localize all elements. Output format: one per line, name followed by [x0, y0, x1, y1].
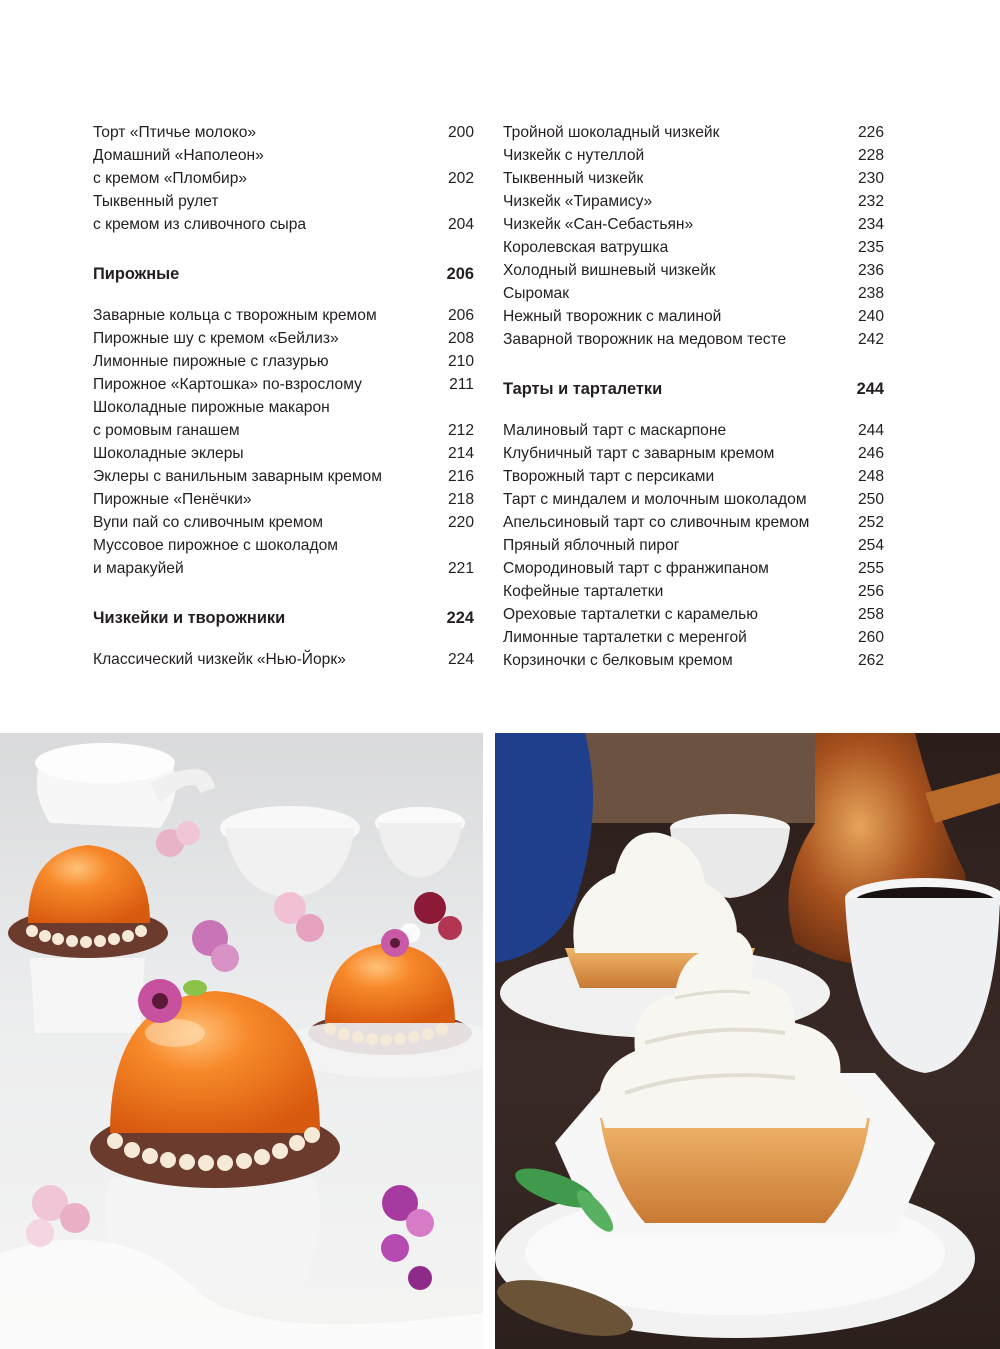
- toc-entry-page: 252: [857, 514, 884, 531]
- toc-entry-title: Тройной шоколадный чизкейк: [503, 124, 720, 141]
- toc-entry[interactable]: [93, 396, 474, 419]
- toc-entry-title: Эклеры с ванильным заварным кремом: [93, 468, 382, 485]
- toc-entry-page: 234: [857, 216, 884, 233]
- toc-entry[interactable]: [503, 305, 884, 328]
- toc-entry-page: 235: [857, 239, 884, 256]
- toc-entry-page: 244: [857, 422, 884, 439]
- toc-entry-page: 260: [857, 629, 884, 646]
- toc-entry[interactable]: [503, 557, 884, 580]
- toc-entry[interactable]: [503, 213, 884, 236]
- toc-entry-page: 226: [857, 124, 884, 141]
- toc-entry[interactable]: [503, 649, 884, 672]
- toc-entry-title: Корзиночки с белковым кремом: [503, 652, 733, 669]
- toc-entry[interactable]: [503, 580, 884, 603]
- toc-entry[interactable]: [503, 603, 884, 626]
- toc-entry[interactable]: [93, 190, 474, 213]
- toc-entry-title: Пирожные шу с кремом «Бейлиз»: [93, 330, 339, 347]
- toc-entry[interactable]: [503, 419, 884, 442]
- toc-entry-title: Пирожные «Пенёчки»: [93, 491, 252, 508]
- toc-entry-page: 242: [857, 331, 884, 348]
- toc-entry[interactable]: [93, 557, 474, 580]
- toc-entry-page: 258: [857, 606, 884, 623]
- toc-entry[interactable]: [503, 167, 884, 190]
- section-title: Чизкейки и творожники: [93, 609, 286, 627]
- section-page: 206: [446, 265, 474, 283]
- toc-entry[interactable]: [93, 419, 474, 442]
- toc-entry[interactable]: [503, 465, 884, 488]
- toc-entry-page: 240: [857, 308, 884, 325]
- toc-entry[interactable]: [93, 304, 474, 327]
- section-page: 244: [856, 380, 884, 398]
- toc-entry[interactable]: [503, 488, 884, 511]
- toc-entry-title: Чизкейк «Тирамису»: [503, 193, 653, 210]
- toc-entry[interactable]: [503, 442, 884, 465]
- section-title: Пирожные: [93, 265, 180, 283]
- toc-entry-title: Торт «Птичье молоко»: [93, 124, 257, 141]
- toc-entry-title: Смородиновый тарт с франжипаном: [503, 560, 769, 577]
- toc-entry-title: с кремом «Пломбир»: [93, 170, 248, 187]
- toc-entry-page: 202: [447, 170, 474, 187]
- toc-entry-title: Вупи пай со сливочным кремом: [93, 514, 323, 531]
- toc-entry-page: 200: [447, 124, 474, 141]
- toc-pastries-list: [93, 304, 474, 580]
- toc-entry[interactable]: [93, 465, 474, 488]
- section-heading-pastries[interactable]: [93, 263, 474, 286]
- toc-entry[interactable]: [93, 144, 474, 167]
- toc-entry-page: 230: [857, 170, 884, 187]
- toc-entry-title: Холодный вишневый чизкейк: [503, 262, 716, 279]
- toc-entry-page: 214: [447, 445, 474, 462]
- toc-top-list: [93, 121, 474, 236]
- toc-entry[interactable]: [503, 236, 884, 259]
- toc-entry[interactable]: [93, 373, 474, 396]
- toc-entry[interactable]: [503, 328, 884, 351]
- toc-entry-page: 236: [857, 262, 884, 279]
- toc-entry[interactable]: [503, 190, 884, 213]
- section-page: 224: [446, 609, 474, 627]
- toc-entry-title: Классический чизкейк «Нью-Йорк»: [93, 651, 346, 668]
- mousse-cakes-illustration: [0, 733, 483, 1349]
- toc-entry-page: 220: [447, 514, 474, 531]
- toc-entry-page: 255: [857, 560, 884, 577]
- toc-entry-page: 246: [857, 445, 884, 462]
- meringue-tartlets-illustration: [495, 733, 1000, 1349]
- toc-top-list: [503, 121, 884, 351]
- toc-entry[interactable]: [93, 121, 474, 144]
- toc-entry-page: 238: [857, 285, 884, 302]
- toc-entry-page: 204: [447, 216, 474, 233]
- toc-entry-page: 210: [447, 353, 474, 370]
- toc-entry-page: 256: [857, 583, 884, 600]
- photo-meringue-tartlets: [495, 733, 1000, 1349]
- toc-entry-page: 212: [447, 422, 474, 439]
- toc-entry[interactable]: [503, 121, 884, 144]
- toc-entry-title: Заварной творожник на медовом тесте: [503, 331, 787, 348]
- toc-entry[interactable]: [93, 442, 474, 465]
- toc-entry-title: Королевская ватрушка: [503, 239, 669, 256]
- toc-entry-page: 262: [857, 652, 884, 669]
- toc-entry[interactable]: [503, 511, 884, 534]
- toc-entry[interactable]: [93, 511, 474, 534]
- toc-entry-title: Шоколадные эклеры: [93, 445, 244, 462]
- toc-right-column: [503, 121, 884, 672]
- toc-entry-title: Ореховые тарталетки с карамелью: [503, 606, 758, 623]
- toc-entry-page: 250: [857, 491, 884, 508]
- toc-tarts-list: [503, 419, 884, 672]
- toc-entry-title: и маракуйей: [93, 560, 184, 577]
- toc-entry[interactable]: [93, 327, 474, 350]
- toc-entry-title: Пряный яблочный пирог: [503, 537, 680, 554]
- toc-entry[interactable]: [503, 144, 884, 167]
- toc-entry-title: с ромовым ганашем: [93, 422, 240, 439]
- toc-entry-title: Заварные кольца с творожным кремом: [93, 307, 377, 324]
- toc-entry-title: Клубничный тарт с заварным кремом: [503, 445, 775, 462]
- toc-entry-title: Апельсиновый тарт со сливочным кремом: [503, 514, 810, 531]
- toc-entry-title: Сыромак: [503, 285, 570, 302]
- toc-entry-title: Шоколадные пирожные макарон: [93, 399, 330, 416]
- toc-entry-title: Пирожное «Картошка» по-взрослому: [93, 376, 362, 393]
- toc-entry[interactable]: [93, 488, 474, 511]
- toc-entry-title: Лимонные пирожные с глазурью: [93, 353, 329, 370]
- toc-entry-title: Чизкейк «Сан-Себастьян»: [503, 216, 694, 233]
- toc-entry-page: 221: [447, 560, 474, 577]
- toc-entry-page: 218: [447, 491, 474, 508]
- toc-entry-page: 211: [449, 376, 474, 393]
- toc-entry[interactable]: [93, 213, 474, 236]
- toc-entry-title: Малиновый тарт с маскарпоне: [503, 422, 727, 439]
- toc-entry[interactable]: [93, 648, 474, 671]
- toc-entry-page: 216: [447, 468, 474, 485]
- toc-entry-page: 254: [857, 537, 884, 554]
- toc-entry-title: Кофейные тарталетки: [503, 583, 664, 600]
- toc-entry-title: Муссовое пирожное с шоколадом: [93, 537, 338, 554]
- toc-entry-title: Домашний «Наполеон»: [93, 147, 264, 164]
- toc-entry-page: 248: [857, 468, 884, 485]
- toc-entry[interactable]: [93, 350, 474, 373]
- toc-entry-page: 208: [447, 330, 474, 347]
- toc-entry[interactable]: [503, 626, 884, 649]
- toc-entry[interactable]: [503, 282, 884, 305]
- toc-entry-title: Тыквенный рулет: [93, 193, 219, 210]
- section-heading-tarts[interactable]: [503, 378, 884, 401]
- toc-entry-title: Тыквенный чизкейк: [503, 170, 644, 187]
- toc-entry-title: Творожный тарт с персиками: [503, 468, 715, 485]
- toc-cheesecakes-list: [93, 648, 474, 671]
- toc-entry-title: с кремом из сливочного сыра: [93, 216, 307, 233]
- section-heading-cheesecakes[interactable]: [93, 607, 474, 630]
- section-title: Тарты и тарталетки: [503, 380, 663, 398]
- toc-entry[interactable]: [503, 534, 884, 557]
- toc-entry[interactable]: [93, 167, 474, 190]
- toc-entry-title: Тарт с миндалем и молочным шоколадом: [503, 491, 807, 508]
- toc-entry-page: 228: [857, 147, 884, 164]
- toc-entry[interactable]: [503, 259, 884, 282]
- toc-entry-page: 224: [447, 651, 474, 668]
- toc-entry-page: 206: [447, 307, 474, 324]
- toc-entry-title: Лимонные тарталетки с меренгой: [503, 629, 747, 646]
- toc-entry[interactable]: [93, 534, 474, 557]
- toc-entry-page: 232: [857, 193, 884, 210]
- photo-mousse-cakes: [0, 733, 483, 1349]
- toc-left-column: [93, 121, 474, 671]
- toc-entry-title: Нежный творожник с малиной: [503, 308, 722, 325]
- toc-entry-title: Чизкейк с нутеллой: [503, 147, 645, 164]
